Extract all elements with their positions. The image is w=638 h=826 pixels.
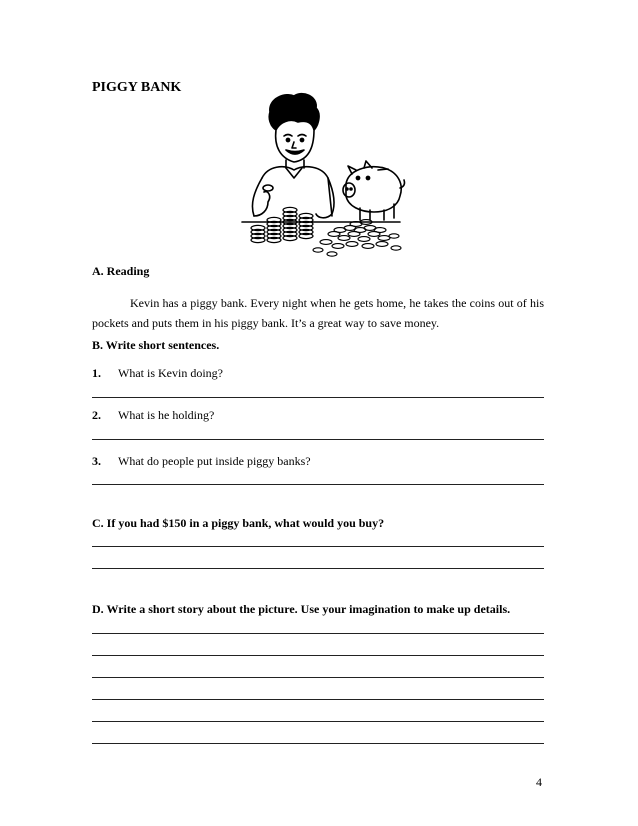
section-b-heading: B. Write short sentences. (92, 338, 220, 352)
section-c-heading: C. If you had $150 in a piggy bank, what would you buy? (92, 516, 385, 530)
answer-line-d1[interactable] (92, 633, 544, 634)
boy-with-coins-and-piggy-bank-icon (228, 92, 408, 264)
reading-passage-text: Kevin has a piggy bank. Every night when he gets home, he takes the coins out of his pockets and puts them in his piggy bank. It’s a great way to save money. (92, 296, 544, 330)
question-text: What do people put inside piggy banks? (118, 454, 311, 468)
answer-line-1[interactable] (92, 397, 544, 398)
question-text: What is Kevin doing? (118, 366, 223, 380)
question-2 (92, 408, 214, 423)
section-d-heading: D. Write a short story about the picture. Use your imagination to make up details. (92, 602, 511, 616)
answer-line-c1[interactable] (92, 546, 544, 547)
worksheet-title: PIGGY BANK (92, 80, 182, 95)
page-number: 4 (536, 775, 542, 789)
question-number: 1. (92, 366, 101, 380)
question-text: What is he holding? (118, 408, 215, 422)
answer-line-d3[interactable] (92, 677, 544, 678)
answer-line-c2[interactable] (92, 568, 544, 569)
answer-line-3[interactable] (92, 484, 544, 485)
question-number: 2. (92, 408, 101, 422)
section-a-heading: A. Reading (92, 264, 150, 278)
reading-passage (92, 293, 544, 333)
question-3 (92, 454, 311, 469)
answer-line-d6[interactable] (92, 743, 544, 744)
answer-line-d4[interactable] (92, 699, 544, 700)
question-number: 3. (92, 454, 101, 468)
answer-line-d2[interactable] (92, 655, 544, 656)
answer-line-d5[interactable] (92, 721, 544, 722)
answer-line-2[interactable] (92, 439, 544, 440)
question-1 (92, 366, 223, 381)
